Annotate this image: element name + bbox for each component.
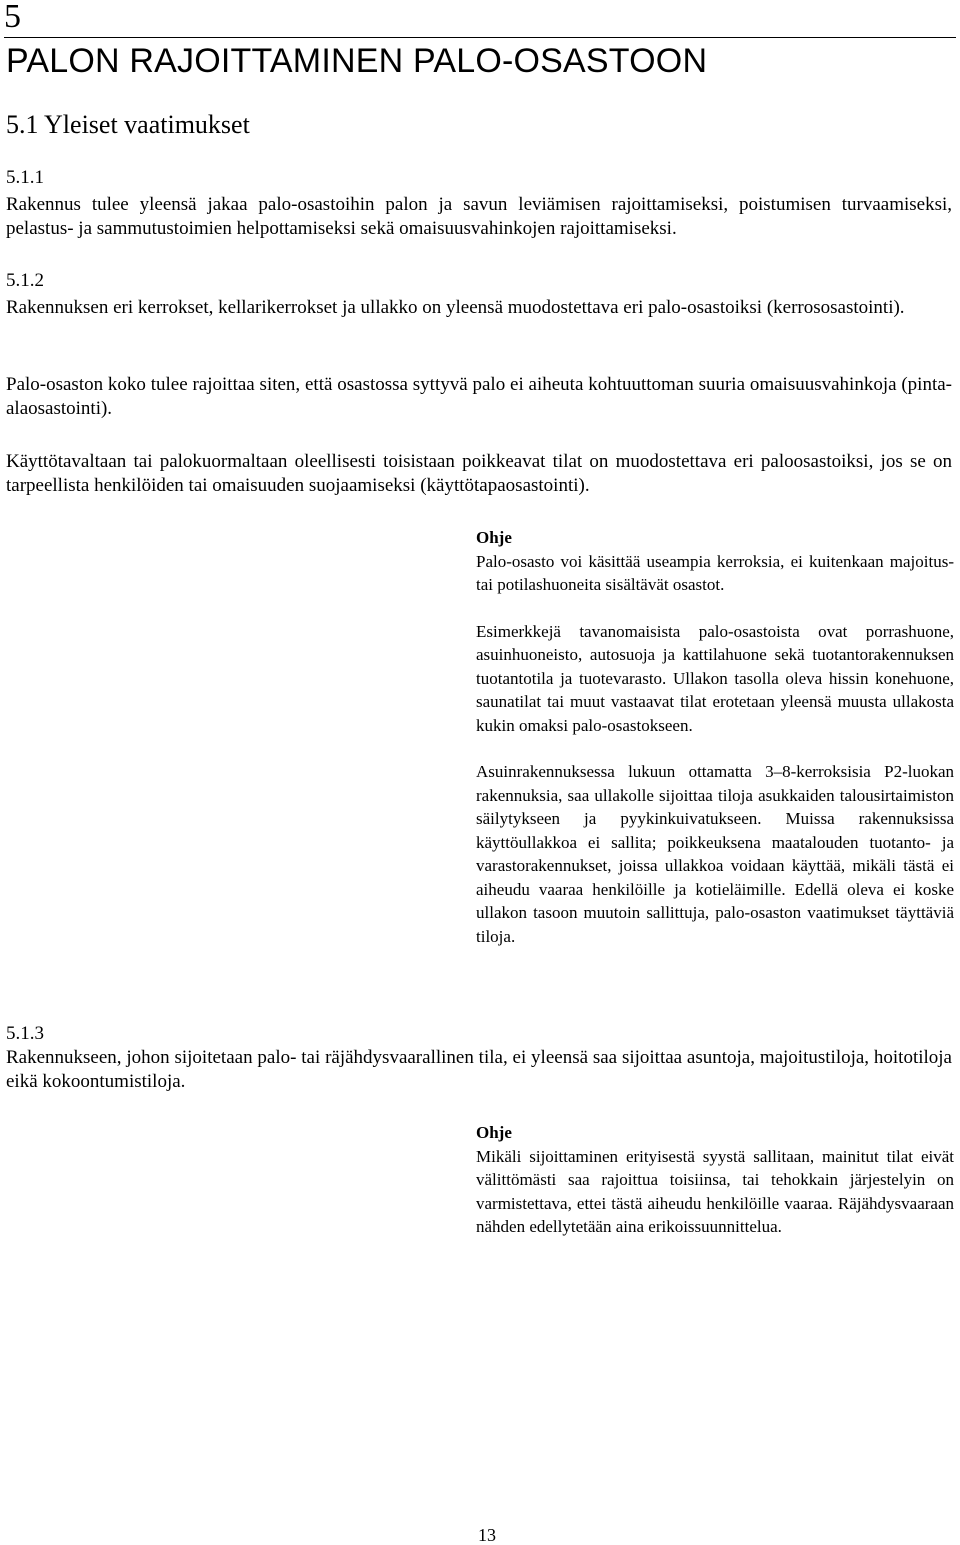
guidance-heading: Ohje bbox=[476, 1123, 512, 1142]
guidance-paragraph: Esimerkkejä tavanomaisista palo-osastoista ovat porrashuone, asuinhuoneisto, autosuoja ja kattilahuone sekä tuotantorakennuksen tuotantotila ja tuotevarasto. Ullakon tasolla oleva hissin konehuone, saunatilat tai muut vastaavat tilat erotetaan yleensä muusta ullakosta kukin omaksi palo-osastokseen. bbox=[476, 621, 954, 735]
chapter-title: PALON RAJOITTAMINEN PALO-OSASTOON bbox=[6, 42, 708, 80]
guidance-heading: Ohje bbox=[476, 528, 512, 547]
paragraph-5-1-2-b: Palo-osaston koko tulee rajoittaa siten, että osastossa syttyvä palo ei aiheuta kohtuuttoman suuria omaisuusvahinkoja (pinta-alaosastointi). bbox=[6, 374, 952, 419]
paragraph-5-1-2-c: Käyttötavaltaan tai palokuormaltaan oleellisesti toisistaan poikkeavat tilat on muodostettava eri paloosastoiksi, jos se on tarpeellista henkilöiden tai omaisuuden suojaamiseksi (käyttötapaosastointi). bbox=[6, 451, 952, 496]
chapter-number: 5 bbox=[4, 0, 956, 38]
guidance-paragraph: Palo-osasto voi käsittää useampia kerroksia, ei kuitenkaan majoitus- tai potilashuoneita sisältävät osastot. bbox=[476, 551, 954, 594]
guidance-paragraph: Mikäli sijoittaminen erityisestä syystä sallitaan, mainitut tilat eivät välittömästi saa rajoittua toisiinsa, tai tehokkain järjestelyin on varmistettava, ettei tästä aiheudu henkilöille vaaraa. Räjähdysvaaraan nähden edellytetään aina erikoissuunnittelua. bbox=[476, 1146, 954, 1236]
guidance-block-2 bbox=[476, 1121, 954, 1239]
paragraph-5-1-2-a: Rakennuksen eri kerrokset, kellarikerrokset ja ullakko on yleensä muodostettava eri palo-osastoiksi (kerrososastointi). bbox=[6, 297, 905, 318]
guidance-paragraph: Asuinrakennuksessa lukuun ottamatta 3–8-kerroksisia P2-luokan rakennuksia, saa ullakolle sijoittaa tiloja asukkaiden talousirtaimiston säilytykseen ja pyykinkuivatukseen. Muissa rakennuksissa käyttöullakkoa ei sallita; poikkeuksena maatalouden tuotanto- ja varastorakennukset, joissa ullakkoa voidaan käyttää, mikäli tästä ei aiheudu vaaraa henkilöille ja kotieläimille. Edellä oleva ei koske ullakon tasoon muutoin sallittuja, palo-osaston vaatimukset täyttäviä tiloja. bbox=[476, 762, 954, 946]
item-number-5-1-1: 5.1.1 bbox=[6, 167, 44, 188]
paragraph-5-1-3: Rakennukseen, johon sijoitetaan palo- tai räjähdysvaarallinen tila, ei yleensä saa sijoittaa asuntoja, majoitustiloja, hoitotiloja eikä kokoontumistiloja. bbox=[6, 1047, 952, 1092]
item-number-5-1-2: 5.1.2 bbox=[6, 270, 44, 291]
paragraph-5-1-1: Rakennus tulee yleensä jakaa palo-osastoihin palon ja savun leviämisen rajoittamiseksi, poistumisen turvaamiseksi, pelastus- ja sammutustoimien helpottamiseksi sekä omaisuusvahinkojen rajoittamiseksi. bbox=[6, 194, 952, 239]
item-number-5-1-3: 5.1.3 bbox=[6, 1023, 44, 1044]
page-number: 13 bbox=[478, 1525, 496, 1545]
guidance-block-1 bbox=[476, 526, 954, 948]
section-title: 5.1 Yleiset vaatimukset bbox=[6, 110, 250, 139]
